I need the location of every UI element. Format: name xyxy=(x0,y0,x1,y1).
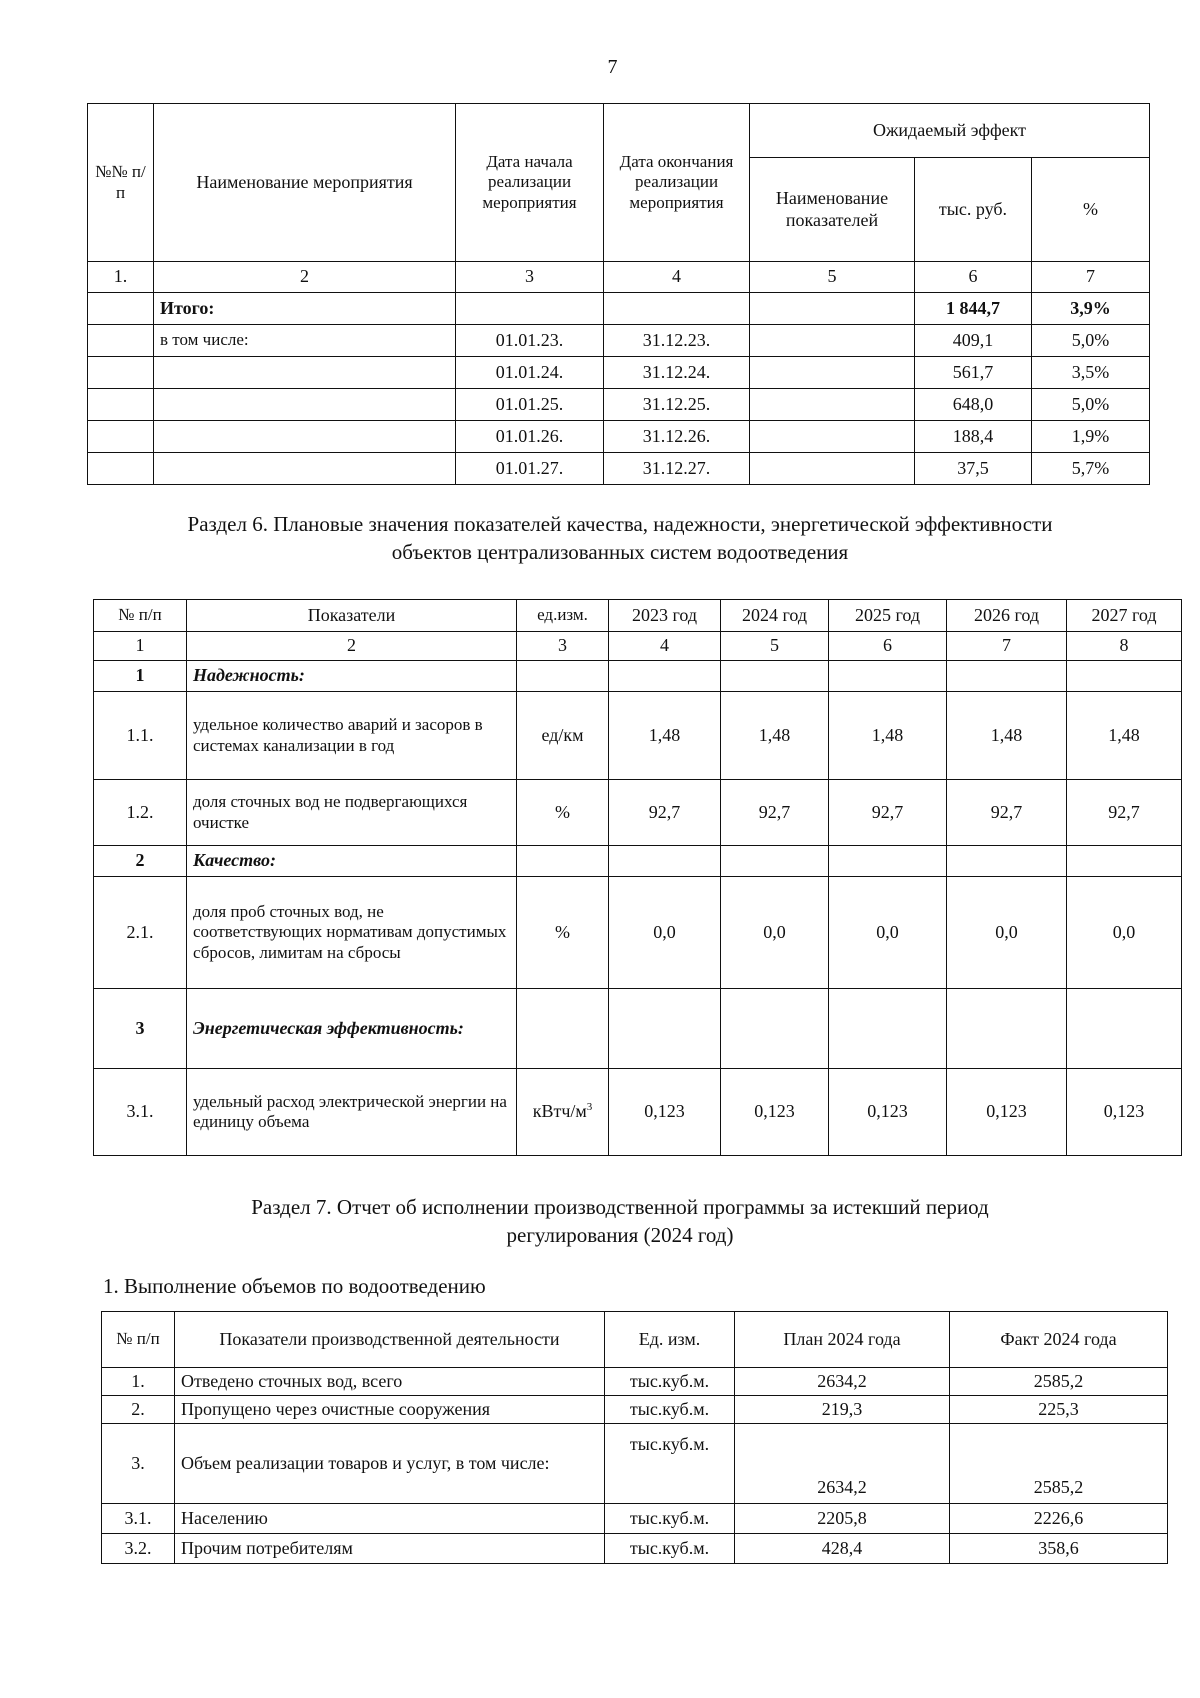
group-label: Энергетическая эффективность: xyxy=(187,989,517,1069)
table-row xyxy=(94,1069,1182,1156)
header-fact: Факт 2024 года xyxy=(950,1312,1168,1368)
start-date: 01.01.24. xyxy=(456,357,604,389)
value-2025: 0,0 xyxy=(829,877,947,989)
row-num: 1. xyxy=(102,1368,175,1396)
table-row xyxy=(102,1504,1168,1534)
start-date: 01.01.23. xyxy=(456,325,604,357)
header-measure-name: Наименование мероприятия xyxy=(154,104,456,262)
table-row xyxy=(94,877,1182,989)
header-indicators: Наименование показателей xyxy=(750,158,915,262)
row-label: доля проб сточных вод, не соответствующих нормативам допустимых сбросов, лимитам на сбросы xyxy=(187,877,517,989)
header-expected-effect: Ожидаемый эффект xyxy=(750,104,1150,158)
table-row xyxy=(88,357,1150,389)
value-2027: 0,0 xyxy=(1067,877,1182,989)
value-2023: 0,0 xyxy=(609,877,721,989)
col-number: 8 xyxy=(1067,632,1182,661)
value-2026: 1,48 xyxy=(947,692,1067,780)
group-num: 1 xyxy=(94,661,187,692)
header-indicator: Показатели xyxy=(187,600,517,632)
wastewater-volumes-table xyxy=(101,1311,1168,1564)
total-row xyxy=(88,293,1150,325)
plan-value: 219,3 xyxy=(735,1396,950,1424)
group-label: Качество: xyxy=(187,846,517,877)
value-percent: 5,0% xyxy=(1032,389,1150,421)
header-unit: Ед. изм. xyxy=(605,1312,735,1368)
section6-title-line1: Раздел 6. Плановые значения показателей качества, надежности, энергетической эффективности xyxy=(187,512,1053,536)
value-2024: 92,7 xyxy=(721,780,829,846)
col-number: 5 xyxy=(750,262,915,293)
header-year: 2026 год xyxy=(947,600,1067,632)
value-2025: 92,7 xyxy=(829,780,947,846)
header-end-date: Дата окончания реализации мероприятия xyxy=(604,104,750,262)
row-unit: тыс.куб.м. xyxy=(605,1534,735,1564)
header-year: 2025 год xyxy=(829,600,947,632)
row-label: Прочим потребителям xyxy=(175,1534,605,1564)
row-num: 1.1. xyxy=(94,692,187,780)
header-start-date: Дата начала реализации мероприятия xyxy=(456,104,604,262)
section6-title xyxy=(60,510,1180,567)
value-2025: 0,123 xyxy=(829,1069,947,1156)
col-number: 3 xyxy=(456,262,604,293)
table-row xyxy=(102,1396,1168,1424)
row-unit: тыс.куб.м. xyxy=(605,1368,735,1396)
row-unit: % xyxy=(517,877,609,989)
row-num: 2. xyxy=(102,1396,175,1424)
table-row xyxy=(94,692,1182,780)
column-numbers-row xyxy=(94,632,1182,661)
row-label: удельный расход электрической энергии на единицу объема xyxy=(187,1069,517,1156)
unit-text: кВтч/м xyxy=(532,1101,587,1122)
fact-value: 2585,2 xyxy=(950,1368,1168,1396)
group-row xyxy=(94,661,1182,692)
fact-value: 2585,2 xyxy=(950,1424,1168,1504)
table-row xyxy=(102,1368,1168,1396)
value-2027: 0,123 xyxy=(1067,1069,1182,1156)
section7-subtitle: 1. Выполнение объемов по водоотведению xyxy=(103,1274,486,1298)
table-row xyxy=(88,421,1150,453)
start-date: 01.01.26. xyxy=(456,421,604,453)
page-number: 7 xyxy=(607,56,618,78)
row-unit: тыс.куб.м. xyxy=(605,1396,735,1424)
header-row xyxy=(102,1312,1168,1368)
end-date: 31.12.26. xyxy=(604,421,750,453)
value-2026: 92,7 xyxy=(947,780,1067,846)
unit-superscript: 3 xyxy=(586,1101,593,1114)
plan-value: 2634,2 xyxy=(735,1368,950,1396)
group-row xyxy=(94,989,1182,1069)
header-year: 2027 год xyxy=(1067,600,1182,632)
header-row xyxy=(94,600,1182,632)
header-year: 2024 год xyxy=(721,600,829,632)
header-unit: ед.изм. xyxy=(517,600,609,632)
value-2027: 1,48 xyxy=(1067,692,1182,780)
header-num: № п/п xyxy=(102,1312,175,1368)
table-row xyxy=(102,1534,1168,1564)
col-number: 7 xyxy=(1032,262,1150,293)
value-percent: 3,5% xyxy=(1032,357,1150,389)
row-num: 3.1. xyxy=(102,1504,175,1534)
table-row xyxy=(88,325,1150,357)
fact-value: 225,3 xyxy=(950,1396,1168,1424)
row-num: 2.1. xyxy=(94,877,187,989)
measures-table xyxy=(87,103,1150,485)
value-2023: 0,123 xyxy=(609,1069,721,1156)
col-number: 4 xyxy=(609,632,721,661)
fact-value: 2226,6 xyxy=(950,1504,1168,1534)
column-numbers-row xyxy=(88,262,1150,293)
section7-title-line2: регулирования (2024 год) xyxy=(506,1223,734,1248)
col-number: 1. xyxy=(88,262,154,293)
value-thousand-rub: 409,1 xyxy=(915,325,1032,357)
col-number: 6 xyxy=(915,262,1032,293)
row-num: 1.2. xyxy=(94,780,187,846)
value-thousand-rub: 561,7 xyxy=(915,357,1032,389)
group-num: 3 xyxy=(94,989,187,1069)
value-2023: 1,48 xyxy=(609,692,721,780)
incl-label: в том числе: xyxy=(154,325,456,357)
end-date: 31.12.23. xyxy=(604,325,750,357)
header-thousand-rub: тыс. руб. xyxy=(915,158,1032,262)
row-unit xyxy=(517,1069,609,1156)
value-2026: 0,123 xyxy=(947,1069,1067,1156)
row-label: Объем реализации товаров и услуг, в том числе: xyxy=(175,1424,605,1504)
section7-title xyxy=(60,1193,1180,1250)
table-row xyxy=(88,389,1150,421)
value-percent: 5,7% xyxy=(1032,453,1150,485)
row-num: 3.1. xyxy=(94,1069,187,1156)
value-2023: 92,7 xyxy=(609,780,721,846)
header-indicator: Показатели производственной деятельности xyxy=(175,1312,605,1368)
group-label: Надежность: xyxy=(187,661,517,692)
total-percent: 3,9% xyxy=(1032,293,1150,325)
row-label: удельное количество аварий и засоров в системах канализации в год xyxy=(187,692,517,780)
row-label: Пропущено через очистные сооружения xyxy=(175,1396,605,1424)
row-label: Населению xyxy=(175,1504,605,1534)
col-number: 2 xyxy=(187,632,517,661)
value-2025: 1,48 xyxy=(829,692,947,780)
col-number: 6 xyxy=(829,632,947,661)
value-2024: 0,123 xyxy=(721,1069,829,1156)
value-thousand-rub: 648,0 xyxy=(915,389,1032,421)
value-2027: 92,7 xyxy=(1067,780,1182,846)
end-date: 31.12.27. xyxy=(604,453,750,485)
plan-value: 2634,2 xyxy=(735,1424,950,1504)
col-number: 1 xyxy=(94,632,187,661)
fact-value: 358,6 xyxy=(950,1534,1168,1564)
header-num: № п/п xyxy=(94,600,187,632)
value-thousand-rub: 188,4 xyxy=(915,421,1032,453)
col-number: 4 xyxy=(604,262,750,293)
row-unit: тыс.куб.м. xyxy=(605,1424,735,1504)
start-date: 01.01.27. xyxy=(456,453,604,485)
indicators-table xyxy=(93,599,1182,1156)
value-2024: 1,48 xyxy=(721,692,829,780)
col-number: 5 xyxy=(721,632,829,661)
group-row xyxy=(94,846,1182,877)
col-number: 2 xyxy=(154,262,456,293)
value-2024: 0,0 xyxy=(721,877,829,989)
plan-value: 428,4 xyxy=(735,1534,950,1564)
header-num: №№ п/п xyxy=(88,104,154,262)
table-row xyxy=(102,1424,1168,1504)
row-num: 3. xyxy=(102,1424,175,1504)
header-year: 2023 год xyxy=(609,600,721,632)
header-plan: План 2024 года xyxy=(735,1312,950,1368)
value-percent: 1,9% xyxy=(1032,421,1150,453)
row-label: Отведено сточных вод, всего xyxy=(175,1368,605,1396)
end-date: 31.12.24. xyxy=(604,357,750,389)
start-date: 01.01.25. xyxy=(456,389,604,421)
total-value: 1 844,7 xyxy=(915,293,1032,325)
value-thousand-rub: 37,5 xyxy=(915,453,1032,485)
col-number: 7 xyxy=(947,632,1067,661)
end-date: 31.12.25. xyxy=(604,389,750,421)
total-label: Итого: xyxy=(154,293,456,325)
value-percent: 5,0% xyxy=(1032,325,1150,357)
row-unit: тыс.куб.м. xyxy=(605,1504,735,1534)
table-row xyxy=(88,453,1150,485)
row-unit: ед/км xyxy=(517,692,609,780)
plan-value: 2205,8 xyxy=(735,1504,950,1534)
group-num: 2 xyxy=(94,846,187,877)
col-number: 3 xyxy=(517,632,609,661)
value-2026: 0,0 xyxy=(947,877,1067,989)
table-row xyxy=(94,780,1182,846)
section7-title-line1: Раздел 7. Отчет об исполнении производственной программы за истекший период xyxy=(251,1195,989,1219)
row-unit: % xyxy=(517,780,609,846)
row-label: доля сточных вод не подвергающихся очистке xyxy=(187,780,517,846)
section6-title-line2: объектов централизованных систем водоотведения xyxy=(391,540,849,565)
header-percent: % xyxy=(1032,158,1150,262)
row-num: 3.2. xyxy=(102,1534,175,1564)
